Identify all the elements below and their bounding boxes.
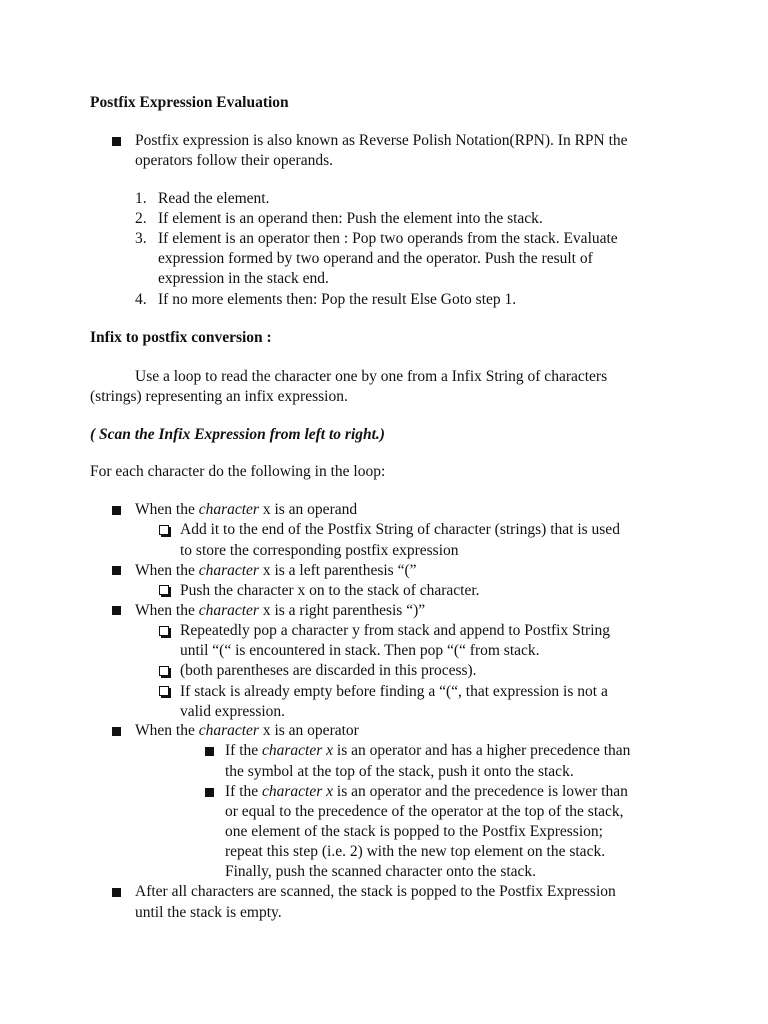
rule-operator: When the character x is an operator	[135, 722, 359, 739]
rule-right-paren: When the character x is a right parenthesis “)”	[135, 602, 426, 619]
loop-paragraph-line-1: Use a loop to read the character one by one from a Infix String of characters	[135, 368, 608, 385]
checkbox-icon	[159, 585, 169, 595]
operator-case-lower-line: or equal to the precedence of the operator at the top of the stack,	[225, 803, 624, 820]
bullet-icon	[112, 566, 121, 575]
rule-left-paren: When the character x is a left parenthesis “(”	[135, 562, 417, 579]
intro-line-1: Postfix expression is also known as Reverse Polish Notation(RPN). In RPN the	[135, 132, 628, 149]
sub-item-text: If stack is already empty before finding a “(“, that expression is not a	[180, 683, 608, 700]
bullet-icon	[112, 506, 121, 515]
bullet-icon	[112, 888, 121, 897]
sub-item-text: Push the character x on to the stack of character.	[180, 582, 480, 599]
bullet-icon	[112, 137, 121, 146]
checkbox-icon	[159, 666, 169, 676]
operator-case-lower-line: Finally, push the scanned character onto the stack.	[225, 863, 537, 880]
intro-line-2: operators follow their operands.	[135, 152, 333, 169]
step-text: expression formed by two operand and the operator. Push the result of	[158, 250, 593, 267]
step-text: Read the element.	[158, 190, 270, 207]
step-text: If element is an operator then : Pop two operands from the stack. Evaluate	[158, 230, 618, 247]
operator-case-higher-line-2: the symbol at the top of the stack, push it onto the stack.	[225, 763, 574, 780]
operator-case-lower: If the character x is an operator and the precedence is lower than	[225, 783, 628, 800]
checkbox-icon	[159, 626, 169, 636]
operator-case-lower-line: repeat this step (i.e. 2) with the new top element on the stack.	[225, 843, 606, 860]
operator-case-lower-line: one element of the stack is popped to the Postfix Expression;	[225, 823, 603, 840]
sub-item-text: until “(“ is encountered in stack. Then pop “(“ from stack.	[180, 642, 540, 659]
sub-item-text: Add it to the end of the Postfix String of character (strings) that is used	[180, 521, 620, 538]
final-step-line-1: After all characters are scanned, the stack is popped to the Postfix Expression	[135, 883, 616, 900]
bullet-icon	[205, 747, 214, 756]
step-number: 3.	[135, 230, 147, 247]
step-text: If element is an operand then: Push the element into the stack.	[158, 210, 543, 227]
step-text: expression in the stack end.	[158, 270, 329, 287]
scan-note: ( Scan the Infix Expression from left to right.)	[90, 426, 385, 443]
sub-item-text: to store the corresponding postfix expression	[180, 542, 459, 559]
step-number: 4.	[135, 291, 147, 308]
checkbox-icon	[159, 525, 169, 535]
loop-paragraph-line-2: (strings) representing an infix expression.	[90, 388, 348, 405]
step-text: If no more elements then: Pop the result Else Goto step 1.	[158, 291, 517, 308]
sub-item-text: Repeatedly pop a character y from stack and append to Postfix String	[180, 622, 610, 639]
section-heading: Infix to postfix conversion :	[90, 329, 272, 346]
sub-item-text: valid expression.	[180, 703, 286, 720]
for-each-text: For each character do the following in the loop:	[90, 463, 386, 480]
operator-case-higher: If the character x is an operator and has a higher precedence than	[225, 742, 631, 759]
rule-operand: When the character x is an operand	[135, 501, 358, 518]
step-number: 2.	[135, 210, 147, 227]
bullet-icon	[112, 606, 121, 615]
checkbox-icon	[159, 686, 169, 696]
bullet-icon	[205, 788, 214, 797]
step-number: 1.	[135, 190, 147, 207]
final-step-line-2: until the stack is empty.	[135, 904, 282, 921]
bullet-icon	[112, 727, 121, 736]
page-title: Postfix Expression Evaluation	[90, 94, 289, 111]
sub-item-text: (both parentheses are discarded in this process).	[180, 662, 477, 679]
